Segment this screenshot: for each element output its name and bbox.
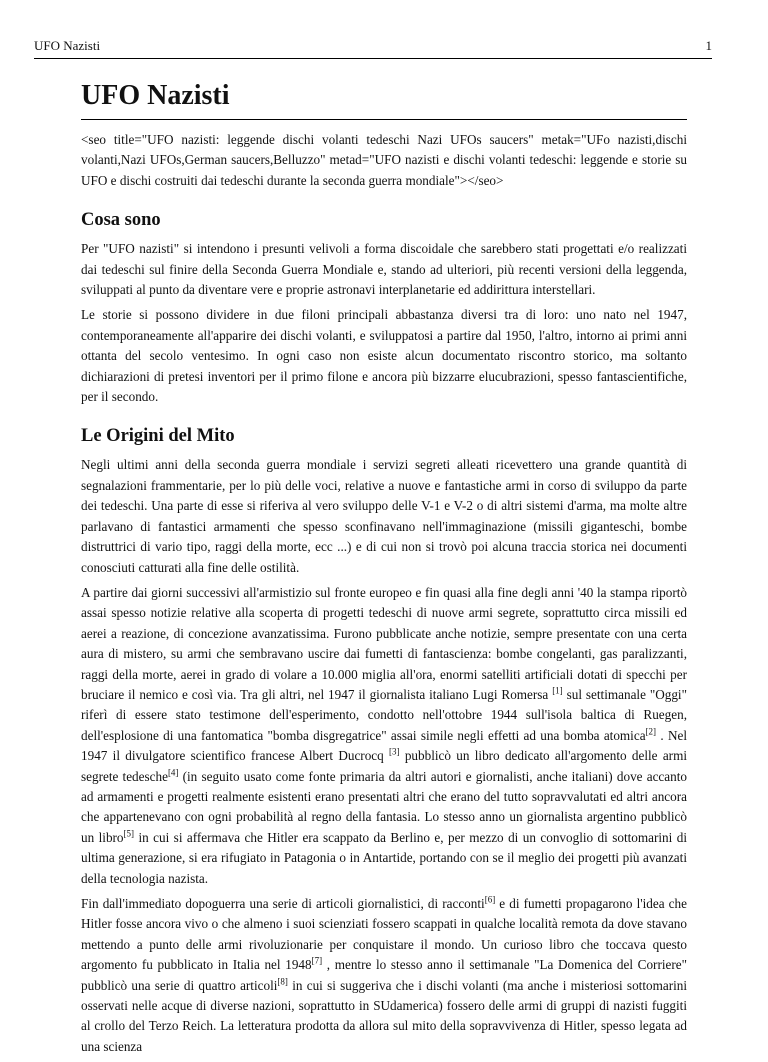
running-title: UFO Nazisti [34, 38, 101, 53]
text-run: A partire dai giorni successivi all'armistizio sul fronte europeo e fin quasi alla fine degli anni '40 la stampa riportò assai spesso notizie relative alla scoperta di progetti tedeschi di nuove armi segrete, soprattutto circa missili ed aerei a reazione, di concezione avanzatissima. Furono pubblicate anche notizie, sempre presentate con una certa aura di mistero, su armi che sembravano uscire dai fumetti di fantascienza: bombe congelanti, gas paralizzanti, raggi della morte, aerei in grado di volare a 10.000 miglia all'ora, enormi satelliti artificiali dotati di specchi per bruciare il nemico e così via. Tra gli altri, nel 1947 il giornalista italiano Lugi Romersa [81, 584, 687, 702]
article-body [81, 77, 687, 1062]
text-run: in cui si affermava che Hitler era scappato da Berlino e, per mezzo di un convoglio di sottomarini di ultima generazione, si era rifugiato in Patagonia o in Antartide, portando con se il meglio dei progetti più avanzati della tecnologia nazista. [81, 829, 687, 886]
page-number: 1 [705, 38, 712, 53]
footnote-ref-4[interactable]: [4] [167, 767, 179, 778]
footnote-ref-1[interactable]: [1] [552, 685, 563, 696]
seo-paragraph: <seo title="UFO nazisti: leggende dischi volanti tedeschi Nazi UFOs saucers" metak="UFo nazisti,dischi volanti,Nazi UFOs,German saucers,Belluzzo" metad="UFO nazisti e dischi volanti tedeschi: leggende e storie su UFO e dischi costruiti dai tedeschi durante la seconda guerra mondiale"></seo> [81, 132, 687, 188]
text-run: (in seguito usato come fonte primaria da altri autori e giornalisti, anche italiani) dove accanto ad armamenti e progetti realmente esistenti erano presentati altri che erano del tutto sopravvalutati ed altri ancora che appartenevano con ogni probabilità al regno della fantasia. Lo stesso anno un giornalista argentino pubblicò un libro [81, 768, 687, 845]
text-run: sul settimanale "Oggi" riferì di essere stato testimone dell'esperimento, condotto nell'ottobre 1944 sull'isola baltica di Ruegen, dell'esplosione di una fantomatica "bomba disgregatrice" assai simile negli effetti ad una bomba atomica [81, 686, 687, 743]
footnote-ref-6[interactable]: [6] [484, 894, 496, 905]
text-run: pubblicò un libro dedicato all'argomento delle armi segrete tedesche [81, 748, 687, 784]
text-run: e di fumetti propagarono l'idea che Hitler fosse ancora vivo o che almeno i suoi scienziati fossero scappati in qualche località remota da dove stavano mettendo a punto delle armi rivoluzionarie per conquistare il mondo. Un curioso libro che toccava questo argomento fu pubblicato in Italia nel 1948 [81, 896, 687, 973]
paragraph [81, 583, 687, 889]
page-title: UFO Nazisti [81, 77, 687, 120]
running-header [34, 36, 712, 59]
paragraph: Le storie si possono dividere in due filoni principali abbastanza diversi tra di loro: uno nato nel 1947, contemporaneamente all'apparire dei dischi volanti, e sviluppatosi a partire dal 1950, l'altro, intorno ai primi anni ottanta del secolo ventesimo. In ogni caso non esiste alcun documentato riscontro storico, ma soltanto dichiarazioni di pretesi inventori per il primo filone e ancora più bizzarre elucubrazioni, spesso fantascientifiche, per il secondo. [81, 307, 687, 405]
footnote-ref-8[interactable]: [8] [277, 976, 288, 987]
section-heading-cosa-sono: Cosa sono [81, 210, 161, 231]
text-run: in cui si suggeriva che i dischi volanti (ma anche i misteriosi sottomarini osservati nelle acque di diverse nazioni, soprattutto in SUdamerica) fossero delle armi di gruppi di nazisti fuggiti al crollo del Terzo Reich. La letteratura prodotta da allora sul mito della sopravvivenza di Hitler, spesso legata ad una scienza [81, 977, 688, 1054]
text-run: . Nel 1947 il divulgatore scientifico francese Albert Ducrocq [81, 727, 687, 764]
paragraph [81, 894, 687, 1057]
footnote-ref-7[interactable]: [7] [311, 955, 323, 966]
paragraph: Negli ultimi anni della seconda guerra mondiale i servizi segreti alleati ricevettero una grande quantità di segnalazioni frammentarie, per lo più delle voci, relative a nuove e fantastiche armi in corso di sviluppo da parte dei tedeschi. Una parte di esse si riferiva al vero sviluppo delle V-1 e V-2 o di altri sistemi d'arma, ma molte altre parlavano di fantastici armamenti che spesso sconfinavano nell'immaginazione (missili giganteschi, bombe distruttrici di vario tipo, raggi della morte, ecc ...) e di cui non si trovò poi alcuna traccia storica nei documenti conosciuti catturati alla fine delle ostilità. [81, 457, 687, 575]
footnote-ref-5[interactable]: [5] [123, 828, 135, 839]
footnote-ref-2[interactable]: [2] [645, 726, 657, 737]
paragraph: Per "UFO nazisti" si intendono i presunti velivoli a forma discoidale che sarebbero stati progettati e/o realizzati dai tedeschi sul finire della Seconda Guerra Mondiale e, stando ad ulteriori, più recenti versioni della leggenda, sviluppati al punto da diventare vere e proprie astronavi interplanetarie ed addirittura interstellari. [81, 241, 687, 298]
footnote-ref-3[interactable]: [3] [389, 746, 400, 757]
section-heading-origini: Le Origini del Mito [81, 426, 235, 447]
text-run: Fin dall'immediato dopoguerra una serie di articoli giornalistici, di racconti [81, 896, 485, 911]
text-run: , mentre lo stesso anno il settimanale "La Domenica del Corriere" pubblicò una serie di quattro articoli [81, 957, 687, 993]
